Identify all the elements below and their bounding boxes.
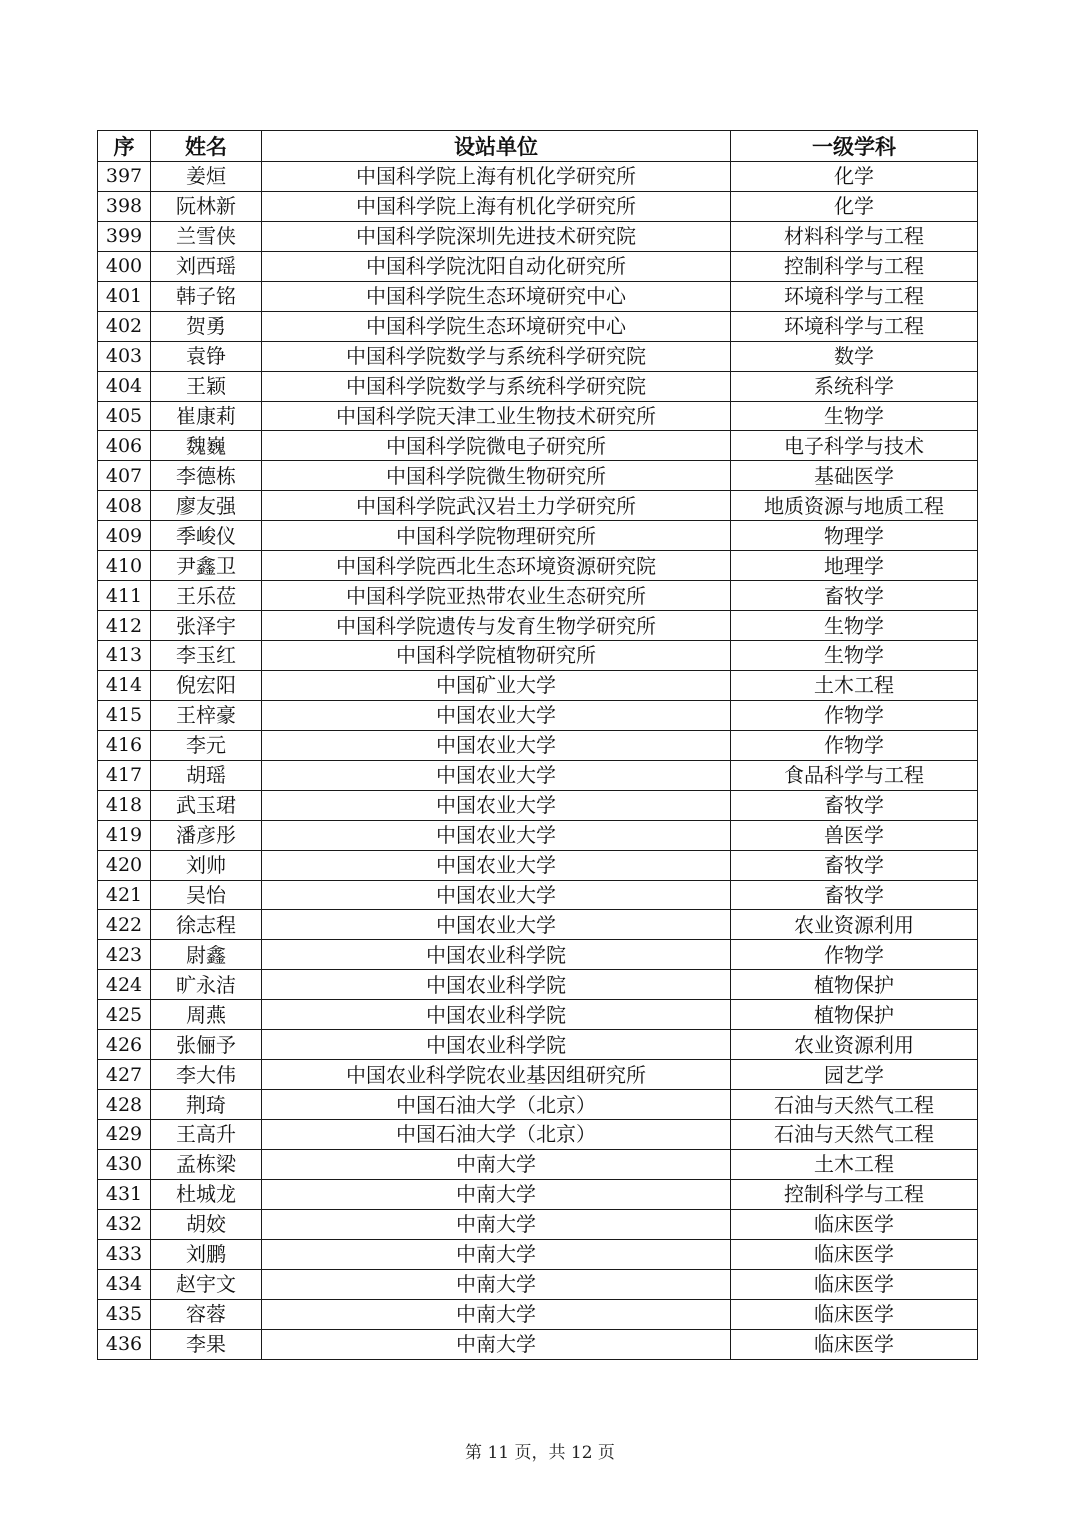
cell-name: 周燕 bbox=[151, 1000, 262, 1030]
cell-seq: 410 bbox=[98, 551, 151, 581]
cell-name: 魏巍 bbox=[151, 431, 262, 461]
table-row bbox=[98, 1299, 978, 1329]
cell-unit: 中国科学院数学与系统科学研究院 bbox=[262, 341, 731, 371]
cell-seq: 397 bbox=[98, 162, 151, 192]
cell-seq: 420 bbox=[98, 850, 151, 880]
table-row bbox=[98, 341, 978, 371]
cell-name: 王颖 bbox=[151, 371, 262, 401]
cell-unit: 中南大学 bbox=[262, 1239, 731, 1269]
cell-seq: 403 bbox=[98, 341, 151, 371]
cell-seq: 422 bbox=[98, 910, 151, 940]
cell-unit: 中国科学院微生物研究所 bbox=[262, 461, 731, 491]
table-row bbox=[98, 940, 978, 970]
cell-name: 张泽宇 bbox=[151, 611, 262, 641]
cell-discipline: 石油与天然气工程 bbox=[731, 1120, 978, 1150]
cell-name: 姜烜 bbox=[151, 162, 262, 192]
cell-unit: 中南大学 bbox=[262, 1329, 731, 1359]
table-row bbox=[98, 1149, 978, 1179]
cell-seq: 409 bbox=[98, 521, 151, 551]
cell-name: 武玉珺 bbox=[151, 790, 262, 820]
cell-name: 阮林新 bbox=[151, 191, 262, 221]
cell-name: 李德栋 bbox=[151, 461, 262, 491]
cell-name: 旷永洁 bbox=[151, 970, 262, 1000]
cell-unit: 中国农业大学 bbox=[262, 790, 731, 820]
table-body bbox=[98, 162, 978, 1360]
cell-unit: 中南大学 bbox=[262, 1149, 731, 1179]
table-row bbox=[98, 850, 978, 880]
table-row bbox=[98, 191, 978, 221]
cell-discipline: 地质资源与地质工程 bbox=[731, 491, 978, 521]
cell-unit: 中国科学院物理研究所 bbox=[262, 521, 731, 551]
cell-name: 廖友强 bbox=[151, 491, 262, 521]
cell-name: 尉鑫 bbox=[151, 940, 262, 970]
cell-discipline: 物理学 bbox=[731, 521, 978, 551]
cell-unit: 中国农业科学院农业基因组研究所 bbox=[262, 1060, 731, 1090]
table-row bbox=[98, 581, 978, 611]
cell-name: 李元 bbox=[151, 730, 262, 760]
header-seq: 序 bbox=[98, 131, 151, 162]
table-row bbox=[98, 611, 978, 641]
cell-discipline: 植物保护 bbox=[731, 970, 978, 1000]
cell-discipline: 土木工程 bbox=[731, 670, 978, 700]
table-row bbox=[98, 162, 978, 192]
cell-name: 胡姣 bbox=[151, 1209, 262, 1239]
cell-unit: 中国科学院亚热带农业生态研究所 bbox=[262, 581, 731, 611]
table-row bbox=[98, 221, 978, 251]
cell-unit: 中国石油大学（北京） bbox=[262, 1090, 731, 1120]
cell-discipline: 兽医学 bbox=[731, 820, 978, 850]
table-row bbox=[98, 431, 978, 461]
cell-seq: 434 bbox=[98, 1269, 151, 1299]
table-row bbox=[98, 1179, 978, 1209]
cell-name: 倪宏阳 bbox=[151, 670, 262, 700]
cell-unit: 中国科学院生态环境研究中心 bbox=[262, 281, 731, 311]
cell-name: 李果 bbox=[151, 1329, 262, 1359]
cell-discipline: 地理学 bbox=[731, 551, 978, 581]
cell-unit: 中国科学院上海有机化学研究所 bbox=[262, 162, 731, 192]
postdoc-roster-table bbox=[97, 130, 978, 1360]
table-row bbox=[98, 1090, 978, 1120]
cell-seq: 435 bbox=[98, 1299, 151, 1329]
table-row bbox=[98, 760, 978, 790]
cell-seq: 433 bbox=[98, 1239, 151, 1269]
cell-discipline: 临床医学 bbox=[731, 1329, 978, 1359]
cell-discipline: 化学 bbox=[731, 191, 978, 221]
table-row bbox=[98, 311, 978, 341]
cell-seq: 411 bbox=[98, 581, 151, 611]
cell-seq: 399 bbox=[98, 221, 151, 251]
table-row bbox=[98, 1060, 978, 1090]
cell-seq: 406 bbox=[98, 431, 151, 461]
cell-name: 张俪予 bbox=[151, 1030, 262, 1060]
header-discipline: 一级学科 bbox=[731, 131, 978, 162]
cell-unit: 中国科学院天津工业生物技术研究所 bbox=[262, 401, 731, 431]
cell-seq: 424 bbox=[98, 970, 151, 1000]
cell-seq: 400 bbox=[98, 251, 151, 281]
cell-name: 刘西瑶 bbox=[151, 251, 262, 281]
table-row bbox=[98, 461, 978, 491]
cell-unit: 中国农业大学 bbox=[262, 730, 731, 760]
cell-unit: 中国农业科学院 bbox=[262, 1000, 731, 1030]
cell-discipline: 化学 bbox=[731, 162, 978, 192]
cell-name: 李玉红 bbox=[151, 641, 262, 671]
table-row bbox=[98, 700, 978, 730]
cell-seq: 416 bbox=[98, 730, 151, 760]
cell-name: 赵宇文 bbox=[151, 1269, 262, 1299]
cell-discipline: 电子科学与技术 bbox=[731, 431, 978, 461]
cell-unit: 中南大学 bbox=[262, 1269, 731, 1299]
cell-seq: 428 bbox=[98, 1090, 151, 1120]
cell-unit: 中南大学 bbox=[262, 1179, 731, 1209]
cell-name: 徐志程 bbox=[151, 910, 262, 940]
cell-discipline: 控制科学与工程 bbox=[731, 1179, 978, 1209]
cell-name: 王高升 bbox=[151, 1120, 262, 1150]
cell-name: 刘帅 bbox=[151, 850, 262, 880]
cell-seq: 413 bbox=[98, 641, 151, 671]
cell-discipline: 生物学 bbox=[731, 641, 978, 671]
cell-discipline: 作物学 bbox=[731, 940, 978, 970]
cell-name: 王梓豪 bbox=[151, 700, 262, 730]
table-row bbox=[98, 491, 978, 521]
cell-seq: 426 bbox=[98, 1030, 151, 1060]
table-row bbox=[98, 1239, 978, 1269]
table-row bbox=[98, 401, 978, 431]
cell-discipline: 畜牧学 bbox=[731, 850, 978, 880]
cell-unit: 中国科学院西北生态环境资源研究院 bbox=[262, 551, 731, 581]
table-row bbox=[98, 790, 978, 820]
cell-seq: 415 bbox=[98, 700, 151, 730]
cell-unit: 中国科学院沈阳自动化研究所 bbox=[262, 251, 731, 281]
cell-discipline: 土木工程 bbox=[731, 1149, 978, 1179]
cell-unit: 中南大学 bbox=[262, 1299, 731, 1329]
cell-seq: 425 bbox=[98, 1000, 151, 1030]
cell-name: 胡瑶 bbox=[151, 760, 262, 790]
table-row bbox=[98, 1209, 978, 1239]
cell-unit: 中国农业科学院 bbox=[262, 1030, 731, 1060]
cell-discipline: 石油与天然气工程 bbox=[731, 1090, 978, 1120]
cell-seq: 418 bbox=[98, 790, 151, 820]
cell-discipline: 园艺学 bbox=[731, 1060, 978, 1090]
cell-discipline: 作物学 bbox=[731, 700, 978, 730]
cell-seq: 432 bbox=[98, 1209, 151, 1239]
table-row bbox=[98, 281, 978, 311]
cell-discipline: 食品科学与工程 bbox=[731, 760, 978, 790]
cell-unit: 中国科学院微电子研究所 bbox=[262, 431, 731, 461]
cell-seq: 404 bbox=[98, 371, 151, 401]
table-header bbox=[98, 131, 978, 162]
header-name: 姓名 bbox=[151, 131, 262, 162]
cell-discipline: 畜牧学 bbox=[731, 880, 978, 910]
cell-discipline: 系统科学 bbox=[731, 371, 978, 401]
cell-unit: 中国矿业大学 bbox=[262, 670, 731, 700]
table-row bbox=[98, 1329, 978, 1359]
cell-name: 韩子铭 bbox=[151, 281, 262, 311]
cell-name: 杜城龙 bbox=[151, 1179, 262, 1209]
cell-discipline: 材料科学与工程 bbox=[731, 221, 978, 251]
cell-discipline: 农业资源利用 bbox=[731, 1030, 978, 1060]
table-row bbox=[98, 1269, 978, 1299]
cell-name: 贺勇 bbox=[151, 311, 262, 341]
cell-seq: 398 bbox=[98, 191, 151, 221]
cell-name: 袁铮 bbox=[151, 341, 262, 371]
cell-seq: 431 bbox=[98, 1179, 151, 1209]
cell-seq: 405 bbox=[98, 401, 151, 431]
cell-unit: 中国科学院上海有机化学研究所 bbox=[262, 191, 731, 221]
table-row bbox=[98, 521, 978, 551]
table-row bbox=[98, 371, 978, 401]
cell-discipline: 环境科学与工程 bbox=[731, 281, 978, 311]
cell-seq: 412 bbox=[98, 611, 151, 641]
cell-seq: 417 bbox=[98, 760, 151, 790]
cell-name: 荆琦 bbox=[151, 1090, 262, 1120]
cell-seq: 423 bbox=[98, 940, 151, 970]
header-unit: 设站单位 bbox=[262, 131, 731, 162]
cell-discipline: 临床医学 bbox=[731, 1239, 978, 1269]
cell-seq: 436 bbox=[98, 1329, 151, 1359]
cell-discipline: 农业资源利用 bbox=[731, 910, 978, 940]
cell-seq: 402 bbox=[98, 311, 151, 341]
cell-seq: 427 bbox=[98, 1060, 151, 1090]
cell-unit: 中国科学院深圳先进技术研究院 bbox=[262, 221, 731, 251]
cell-discipline: 生物学 bbox=[731, 611, 978, 641]
cell-unit: 中国石油大学（北京） bbox=[262, 1120, 731, 1150]
table-row bbox=[98, 641, 978, 671]
cell-name: 王乐莅 bbox=[151, 581, 262, 611]
cell-seq: 401 bbox=[98, 281, 151, 311]
cell-unit: 中国农业大学 bbox=[262, 820, 731, 850]
cell-name: 潘彦彤 bbox=[151, 820, 262, 850]
header-row bbox=[98, 131, 978, 162]
cell-discipline: 作物学 bbox=[731, 730, 978, 760]
cell-unit: 中国农业科学院 bbox=[262, 970, 731, 1000]
cell-seq: 407 bbox=[98, 461, 151, 491]
cell-discipline: 临床医学 bbox=[731, 1269, 978, 1299]
cell-name: 尹鑫卫 bbox=[151, 551, 262, 581]
cell-name: 容蓉 bbox=[151, 1299, 262, 1329]
page-number: 第 11 页，共 12 页 bbox=[465, 1443, 615, 1463]
cell-seq: 429 bbox=[98, 1120, 151, 1150]
cell-unit: 中国农业大学 bbox=[262, 760, 731, 790]
cell-discipline: 植物保护 bbox=[731, 1000, 978, 1030]
cell-discipline: 畜牧学 bbox=[731, 790, 978, 820]
table-row bbox=[98, 910, 978, 940]
table-row bbox=[98, 251, 978, 281]
table-row bbox=[98, 1120, 978, 1150]
cell-name: 李大伟 bbox=[151, 1060, 262, 1090]
cell-unit: 中国科学院生态环境研究中心 bbox=[262, 311, 731, 341]
cell-unit: 中国科学院武汉岩土力学研究所 bbox=[262, 491, 731, 521]
table-row bbox=[98, 1000, 978, 1030]
cell-discipline: 生物学 bbox=[731, 401, 978, 431]
cell-discipline: 临床医学 bbox=[731, 1209, 978, 1239]
table-row bbox=[98, 730, 978, 760]
cell-unit: 中国农业大学 bbox=[262, 850, 731, 880]
cell-discipline: 基础医学 bbox=[731, 461, 978, 491]
cell-unit: 中国农业科学院 bbox=[262, 940, 731, 970]
cell-name: 兰雪侠 bbox=[151, 221, 262, 251]
table-row bbox=[98, 970, 978, 1000]
cell-name: 崔康莉 bbox=[151, 401, 262, 431]
cell-unit: 中国科学院遗传与发育生物学研究所 bbox=[262, 611, 731, 641]
table-row bbox=[98, 1030, 978, 1060]
cell-seq: 419 bbox=[98, 820, 151, 850]
table-row bbox=[98, 820, 978, 850]
cell-discipline: 环境科学与工程 bbox=[731, 311, 978, 341]
cell-name: 刘鹏 bbox=[151, 1239, 262, 1269]
cell-name: 孟栋梁 bbox=[151, 1149, 262, 1179]
cell-unit: 中国农业大学 bbox=[262, 700, 731, 730]
cell-seq: 414 bbox=[98, 670, 151, 700]
cell-discipline: 数学 bbox=[731, 341, 978, 371]
cell-unit: 中国农业大学 bbox=[262, 910, 731, 940]
cell-seq: 408 bbox=[98, 491, 151, 521]
cell-name: 季峻仪 bbox=[151, 521, 262, 551]
table-row bbox=[98, 880, 978, 910]
cell-seq: 430 bbox=[98, 1149, 151, 1179]
table-row bbox=[98, 670, 978, 700]
cell-unit: 中南大学 bbox=[262, 1209, 731, 1239]
cell-unit: 中国科学院数学与系统科学研究院 bbox=[262, 371, 731, 401]
cell-discipline: 控制科学与工程 bbox=[731, 251, 978, 281]
cell-discipline: 临床医学 bbox=[731, 1299, 978, 1329]
cell-unit: 中国科学院植物研究所 bbox=[262, 641, 731, 671]
table-row bbox=[98, 551, 978, 581]
cell-discipline: 畜牧学 bbox=[731, 581, 978, 611]
cell-name: 吴怡 bbox=[151, 880, 262, 910]
cell-seq: 421 bbox=[98, 880, 151, 910]
cell-unit: 中国农业大学 bbox=[262, 880, 731, 910]
